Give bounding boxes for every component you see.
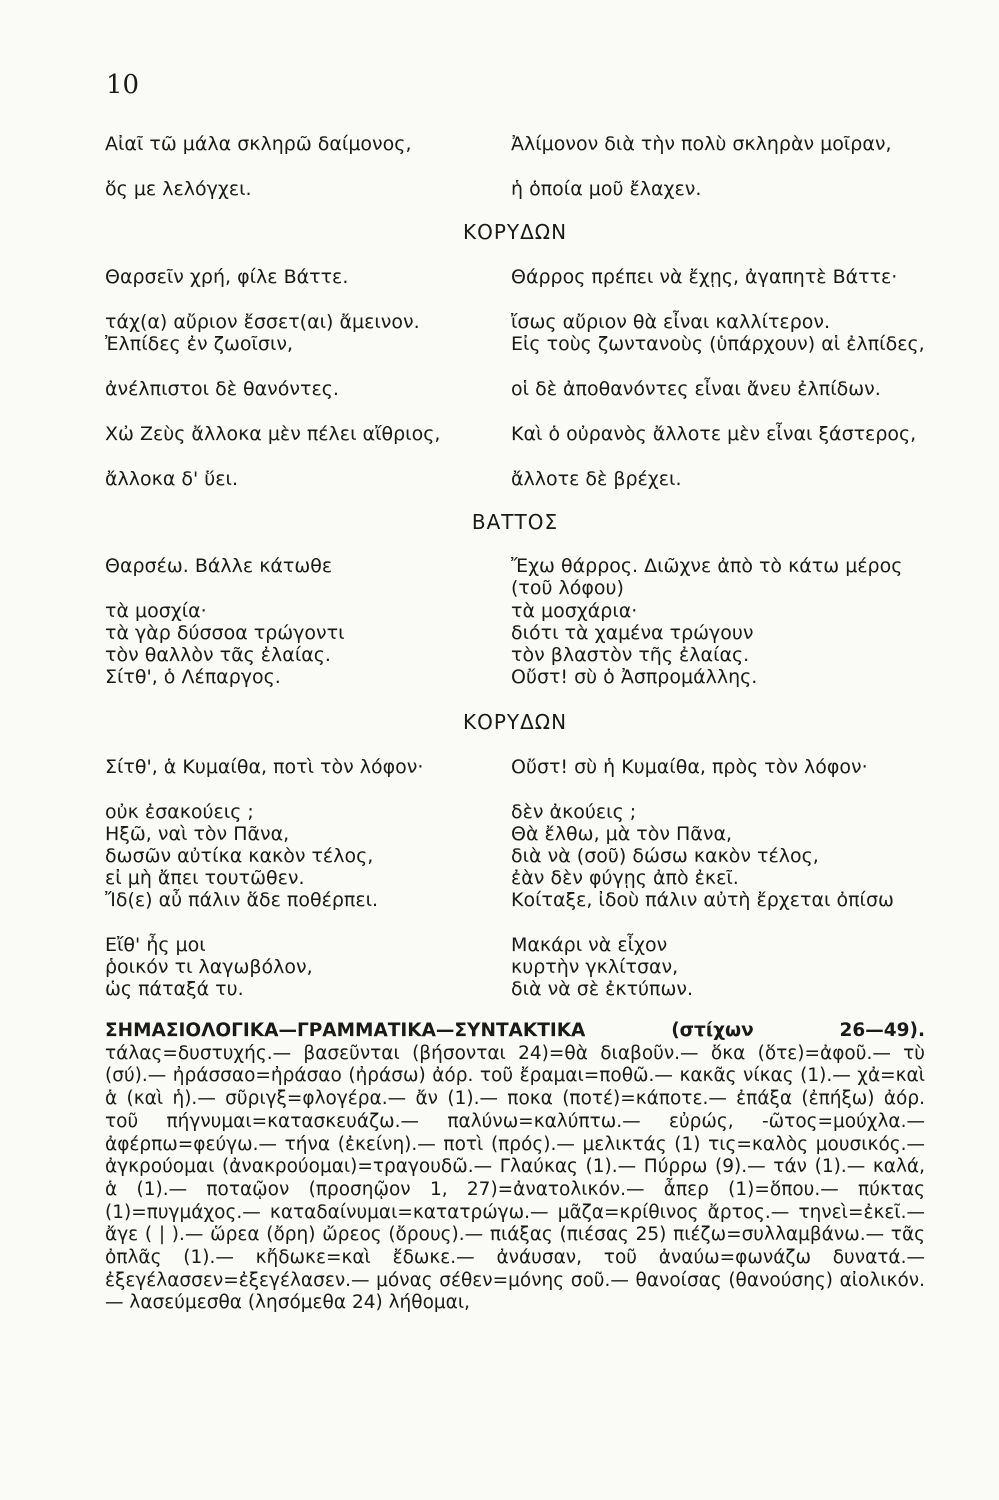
ancient-verse: Ἐλπίδες ἐν ζωοῖσιν, bbox=[105, 333, 294, 355]
modern-translation: δὲν ἀκούεις ; bbox=[511, 801, 637, 823]
ancient-verse: οὐκ ἐσακούεις ; bbox=[105, 801, 254, 823]
modern-translation: Κοίταξε, ἰδοὺ πάλιν αὐτὴ ἔρχεται ὀπίσω bbox=[511, 889, 894, 911]
modern-translation: Μακάρι νὰ εἶχον bbox=[511, 934, 668, 956]
speaker-name: ΚΟΡΥΔΩΝ bbox=[462, 710, 568, 734]
ancient-verse: Θαρσέω. Βάλλε κάτωθε bbox=[105, 555, 333, 577]
page-number: 10 bbox=[106, 70, 140, 100]
modern-translation: διὰ νὰ σὲ ἐκτύπων. bbox=[511, 978, 694, 1000]
modern-translation: κυρτὴν γκλίτσαν, bbox=[511, 956, 679, 978]
ancient-verse: εἰ μὴ ἄπει τουτῶθεν. bbox=[105, 867, 305, 889]
ancient-verse: ὅς με λελόγχει. bbox=[105, 178, 252, 200]
speaker-name: ΚΟΡΥΔΩΝ bbox=[462, 220, 568, 244]
modern-translation: Ἀλίμονον διὰ τὴν πολὺ σκληρὰν μοῖραν, bbox=[511, 133, 892, 155]
ancient-verse: ῥοικόν τι λαγωβόλον, bbox=[105, 956, 313, 978]
ancient-verse: τάχ(α) αὔριον ἔσσετ(αι) ἄμεινον. bbox=[105, 311, 420, 333]
modern-translation: Εἰς τοὺς ζωντανοὺς (ὑπάρχουν) αἱ ἐλπίδες, bbox=[511, 333, 925, 355]
modern-translation: οἱ δὲ ἀποθανόντες εἶναι ἄνευ ἐλπίδων. bbox=[511, 378, 881, 400]
ancient-verse: δωσῶν αὐτίκα κακὸν τέλος, bbox=[105, 845, 374, 867]
modern-translation: ἡ ὁποία μοῦ ἔλαχεν. bbox=[511, 178, 702, 200]
modern-translation: τὰ μοσχάρια· bbox=[511, 600, 638, 622]
ancient-verse: Ηξῶ, ναὶ τὸν Πᾶνα, bbox=[105, 823, 290, 845]
ancient-verse: τὸν θαλλὸν τᾶς ἐλαίας. bbox=[105, 644, 331, 666]
ancient-verse: ἄλλοκα δ' ὕει. bbox=[105, 468, 239, 490]
modern-translation: τὸν βλαστὸν τῆς ἐλαίας. bbox=[511, 644, 750, 666]
notes-body: τάλας=δυστυχής.— βασεῦνται (βήσονται 24)=θὰ διαβοῦν.— ὅκα (ὅτε)=ἀφοῦ.— τὺ (σύ).— ἠράσσαο=ἠράσαο (ἠράσω) ἀόρ. τοῦ ἔραμαι=ποθῶ.— κακᾶς νίκας (1).— χἀ=καὶ ἁ (καὶ ἡ).— σῦριγξ=φλογέρα.— ἄν (1).— ποκα (ποτέ)=κάποτε.— ἐπάξα (ἐπήξω) ἀόρ. τοῦ πήγνυμαι=κατασκευάζω.— παλύνω=καλύπτω.— εὐρώς, -ῶτος=μούχλα.— ἀφέρπω=φεύγω.— τήνα (ἐκείνη).— ποτὶ (πρός).— μελικτάς (1) τις=καλὸς μουσικός.— ἀγκρούομαι (ἀνακρούομαι)=τραγουδῶ.— Γλαύκας (1).— Πύρρω (9).— τάν (1).— καλά, ἁ (1).— ποταῷον (προσηῷον 1, 27)=ἀνατολικόν.— ἆπερ (1)=ὅπου.— πύκτας (1)=πυγμάχος.— καταδαίνυμαι=κατατρώγω.— μᾶζα=κρίθινος ἄρτος.— τηνεὶ=ἐκεῖ.— ἄγε ( | ).— ὥρεα (ὄρη) ὤρεος (ὄρους).— πιάξας (πιέσας 25) πιέζω=συλλαμβάνω.— τᾶς ὀπλᾶς (1).— κἤδωκε=καὶ ἔδωκε.— ἀνάυσαν, τοῦ ἀναύω=φωνάζω δυνατά.— ἐξεγέλασσεν=ἐξεγέλασεν.— μόνας σέθεν=μόνης σοῦ.— θανοίσας (θανούσης) αἰολικόν.— λασεύμεσθα (λησόμεθα 24) λήθομαι, bbox=[105, 1042, 925, 1314]
modern-translation: διὰ νὰ (σοῦ) δώσω κακὸν τέλος, bbox=[511, 845, 819, 867]
modern-translation: Θάρρος πρέπει νὰ ἔχῃς, ἀγαπητὲ Βάττε· bbox=[511, 266, 898, 288]
modern-translation: Οὔστ! σὺ ἡ Κυμαίθα, πρὸς τὸν λόφον· bbox=[511, 756, 868, 778]
ancient-verse: Σίτθ', ἁ Κυμαίθα, ποτὶ τὸν λόφον· bbox=[105, 756, 424, 778]
modern-translation: ἄλλοτε δὲ βρέχει. bbox=[511, 468, 682, 490]
modern-translation: ἴσως αὔριον θὰ εἶναι καλλίτερον. bbox=[511, 311, 831, 333]
speaker-name: ΒΑΤΤΟΣ bbox=[471, 510, 559, 534]
ancient-verse: Χὠ Ζεὺς ἄλλοκα μὲν πέλει αἴθριος, bbox=[105, 423, 441, 445]
ancient-verse: Εἴθ' ἦς μοι bbox=[105, 934, 206, 956]
notes-heading: ΣΗΜΑΣΙΟΛΟΓΙΚΑ—ΓΡΑΜΜΑΤΙΚΑ—ΣΥΝΤΑΚΤΙΚΑ (στίχων 26—49). bbox=[105, 1020, 925, 1041]
modern-translation: Ἔχω θάρρος. Διῶχνε ἀπὸ τὸ κάτω μέρος (τοῦ λόφου) bbox=[511, 555, 903, 599]
ancient-verse: Σίτθ', ὁ Λέπαργος. bbox=[105, 666, 281, 688]
ancient-verse: Ἴδ(ε) αὖ πάλιν ἅδε ποθέρπει. bbox=[105, 889, 379, 911]
ancient-verse: Θαρσεῖν χρή, φίλε Βάττε. bbox=[105, 266, 349, 288]
ancient-verse: τὰ μοσχία· bbox=[105, 600, 207, 622]
modern-translation: ἐὰν δὲν φύγῃς ἀπὸ ἐκεῖ. bbox=[511, 867, 739, 889]
modern-translation: Καὶ ὁ οὐρανὸς ἄλλοτε μὲν εἶναι ξάστερος, bbox=[511, 423, 917, 445]
modern-translation: Οὔστ! σὺ ὁ Ἀσπρομάλλης. bbox=[511, 666, 758, 688]
glossary-notes bbox=[105, 1020, 925, 1315]
ancient-verse: ὡς πάταξά τυ. bbox=[105, 978, 244, 1000]
modern-translation: Θὰ ἔλθω, μὰ τὸν Πᾶνα, bbox=[511, 823, 733, 845]
modern-translation: διότι τὰ χαμένα τρώγουν bbox=[511, 622, 754, 644]
ancient-verse: Αἰαῖ τῶ μάλα σκληρῶ δαίμονος, bbox=[105, 133, 412, 155]
ancient-verse: ἀνέλπιστοι δὲ θανόντες. bbox=[105, 378, 339, 400]
ancient-verse: τὰ γὰρ δύσσοα τρώγοντι bbox=[105, 622, 345, 644]
